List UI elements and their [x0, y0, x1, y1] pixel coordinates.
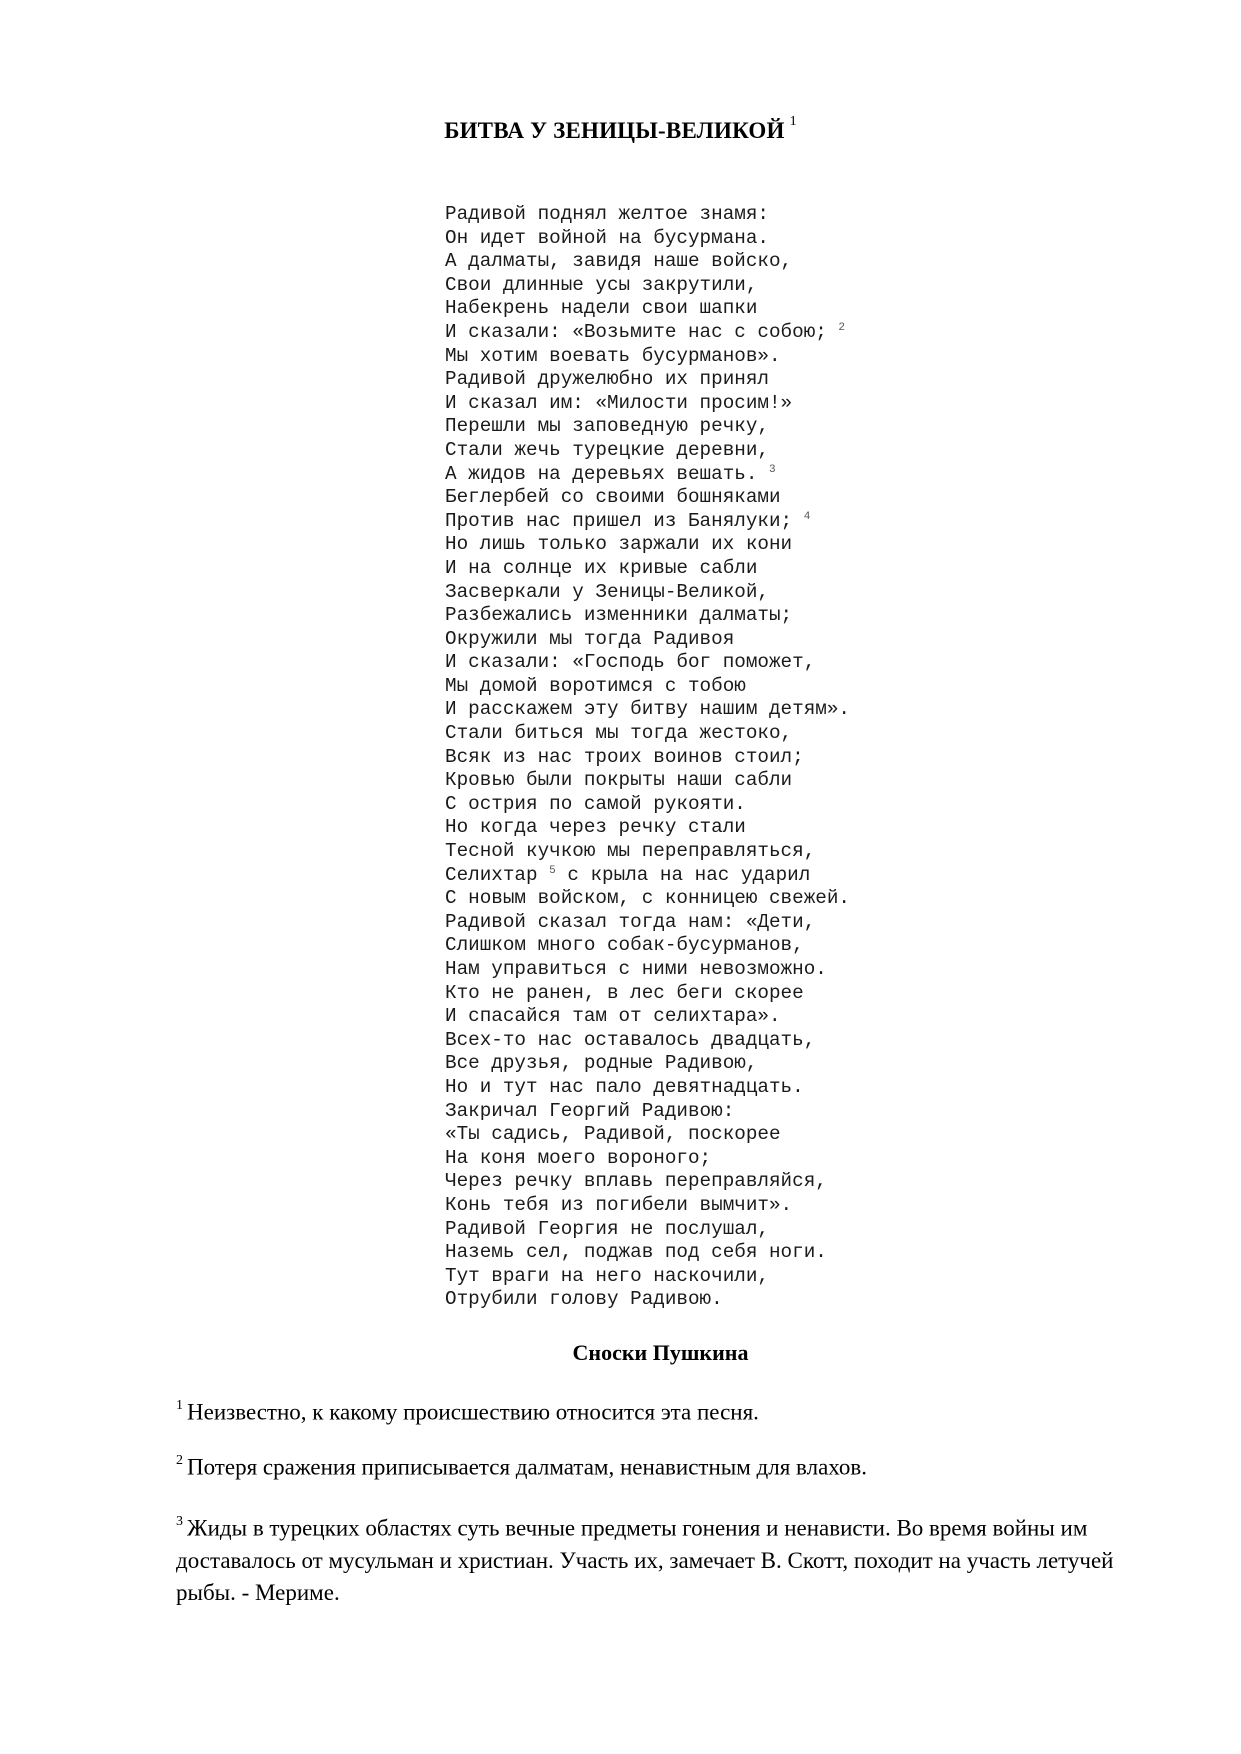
poem-line-text: Слишком много собак-бусурманов,	[445, 934, 804, 957]
footnotes-heading: Сноски Пушкина	[572, 1340, 749, 1365]
poem-line-text: С острия по самой рукояти.	[445, 792, 746, 815]
poem-line	[445, 698, 850, 722]
poem-line-text: Радивой дружелюбно их принял	[445, 368, 769, 391]
poem-line	[445, 1170, 850, 1194]
poem-line-text: Окружили мы тогда Радивоя	[445, 627, 735, 650]
poem-line-text: Радивой поднял желтое знамя:	[445, 203, 769, 225]
poem-line	[445, 911, 850, 935]
poem-line-text: Закричал Георгий Радивою:	[445, 1099, 735, 1122]
footnote-text: Потеря сражения приписывается далматам, ненавистным для влахов.	[187, 1454, 868, 1480]
poem-line	[445, 934, 850, 958]
poem-line-text: Но и тут нас пало девятнадцать.	[445, 1075, 804, 1098]
poem-line	[445, 1123, 850, 1147]
poem-line	[445, 1265, 850, 1289]
poem-line-text: А жидов на деревьях вешать.	[445, 462, 758, 485]
poem-line	[445, 463, 850, 487]
footnote-text: Жиды в турецких областях суть вечные предметы гонения и ненависти. Во время войны им доставалось от мусульман и христиан. Участь их, замечает В. Скотт, походит на участь летучей рыбы. - Мериме.	[176, 1515, 1114, 1605]
poem-footnote-ref: 3	[769, 463, 776, 476]
poem-line	[445, 415, 850, 439]
poem-line	[445, 581, 850, 605]
poem-line	[445, 510, 850, 534]
poem-line	[445, 982, 850, 1006]
poem-line	[445, 1100, 850, 1124]
poem-line-text: И сказали: «Возьмите нас с собою;	[445, 320, 827, 343]
poem-line	[445, 203, 850, 227]
footnote-number: 2	[176, 1453, 183, 1468]
poem-title	[0, 114, 1241, 144]
poem-line	[445, 557, 850, 581]
poem-footnote-ref: 5	[549, 864, 556, 877]
poem-line-text: Кровью были покрыты наши сабли	[445, 769, 793, 792]
poem-line	[445, 675, 850, 699]
poem-line-text: Но когда через речку стали	[445, 816, 746, 839]
poem-line-text: Мы хотим воевать бусурманов».	[445, 344, 781, 367]
footnote-number: 1	[176, 1398, 183, 1413]
poem-line	[445, 1194, 850, 1218]
poem-line	[445, 1052, 850, 1076]
footnote-3	[176, 1508, 1161, 1609]
poem-line	[445, 227, 850, 251]
poem-line-text: И расскажем эту битву нашим детям».	[445, 698, 850, 721]
poem-line	[445, 1005, 850, 1029]
poem-line	[445, 816, 850, 840]
poem-line-text: И сказали: «Господь бог поможет,	[445, 651, 816, 674]
poem-line-text: И спасайся там от селихтара».	[445, 1005, 781, 1028]
poem-line	[445, 486, 850, 510]
poem-line	[445, 1288, 850, 1312]
poem-line-text: На коня моего вороного;	[445, 1146, 712, 1169]
poem-line-text: Набекрень надели свои шапки	[445, 297, 758, 320]
poem-line	[445, 1029, 850, 1053]
poem-line-text: Тесной кучкою мы переправляться,	[445, 840, 816, 863]
poem-line	[445, 793, 850, 817]
poem-line	[445, 887, 850, 911]
poem-line	[445, 1076, 850, 1100]
poem-line	[445, 1147, 850, 1171]
poem-line	[445, 533, 850, 557]
poem-line-text: Разбежались изменники далматы;	[445, 604, 793, 627]
poem-line	[445, 274, 850, 298]
poem-line-text: Через речку вплавь переправляйся,	[445, 1170, 827, 1193]
poem-line	[445, 1241, 850, 1265]
poem-line-text: Против нас пришел из Банялуки;	[445, 509, 793, 532]
footnote-number: 3	[176, 1514, 183, 1529]
poem-line	[445, 345, 850, 369]
poem-line-text: Засверкали у Зеницы-Великой,	[445, 580, 769, 603]
poem-line-text: Отрубили голову Радивою.	[445, 1288, 723, 1311]
poem-line-text: Тут враги на него наскочили,	[445, 1264, 769, 1287]
poem-line	[445, 958, 850, 982]
poem-line	[445, 651, 850, 675]
title-footnote-ref: 1	[789, 114, 797, 130]
poem-line-text: Конь тебя из погибели вымчит».	[445, 1193, 793, 1216]
poem-line-text: «Ты садись, Радивой, поскорее	[445, 1123, 781, 1146]
poem-line-text: Радивой сказал тогда нам: «Дети,	[445, 910, 816, 933]
poem-line	[445, 840, 850, 864]
poem-line-text: Стали жечь турецкие деревни,	[445, 438, 769, 461]
poem-line-text: Наземь сел, поджав под себя ноги.	[445, 1241, 827, 1264]
poem-line-text: Стали биться мы тогда жестоко,	[445, 722, 793, 745]
poem-line-text: И сказал им: «Милости просим!»	[445, 391, 793, 414]
poem-line	[445, 297, 850, 321]
poem-line-text-after: с крыла на нас ударил	[567, 863, 811, 886]
footnote-1	[176, 1392, 1161, 1429]
poem-line	[445, 746, 850, 770]
poem-line-text: С новым войском, с конницею свежей.	[445, 887, 850, 910]
poem-line	[445, 250, 850, 274]
footnote-2	[176, 1447, 1161, 1484]
poem-line	[445, 604, 850, 628]
poem-line	[445, 439, 850, 463]
poem-line-text: Кто не ранен, в лес беги скорее	[445, 981, 804, 1004]
poem-footnote-ref: 4	[803, 510, 811, 523]
poem-footnote-ref: 2	[838, 321, 846, 334]
poem-line-text: Беглербей со своими бошняками	[445, 486, 781, 509]
poem-line	[445, 1218, 850, 1242]
poem-title-text: БИТВА У ЗЕНИЦЫ-ВЕЛИКОЙ	[444, 118, 785, 143]
poem-line-text: Он идет войной на бусурмана.	[445, 226, 769, 249]
poem-line-text: Все друзья, родные Радивою,	[445, 1052, 758, 1075]
poem-line-text: Но лишь только заржали их кони	[445, 533, 793, 556]
poem-line	[445, 864, 850, 888]
poem-line	[445, 628, 850, 652]
poem-line	[445, 368, 850, 392]
poem-line-text: Всяк из нас троих воинов стоил;	[445, 745, 804, 768]
poem-line-text: Радивой Георгия не послушал,	[445, 1217, 769, 1240]
poem-line	[445, 321, 850, 345]
footnote-text: Неизвестно, к какому происшествию относится эта песня.	[187, 1399, 759, 1425]
poem-line-text: Селихтар	[445, 863, 538, 886]
poem-line-text: И на солнце их кривые сабли	[445, 556, 758, 579]
poem-line-text: Нам управиться с ними невозможно.	[445, 958, 827, 980]
poem-line-text: Мы домой воротимся с тобою	[445, 674, 746, 697]
poem-line-text: Перешли мы заповедную речку,	[445, 415, 769, 438]
poem-line	[445, 722, 850, 746]
poem-line-text: Всех-то нас оставалось двадцать,	[445, 1028, 816, 1051]
poem-line-text: Свои длинные усы закрутили,	[445, 273, 758, 296]
poem-line-text: А далматы, завидя наше войско,	[445, 250, 793, 273]
poem-line	[445, 392, 850, 416]
poem-body	[445, 203, 850, 1312]
poem-line	[445, 769, 850, 793]
